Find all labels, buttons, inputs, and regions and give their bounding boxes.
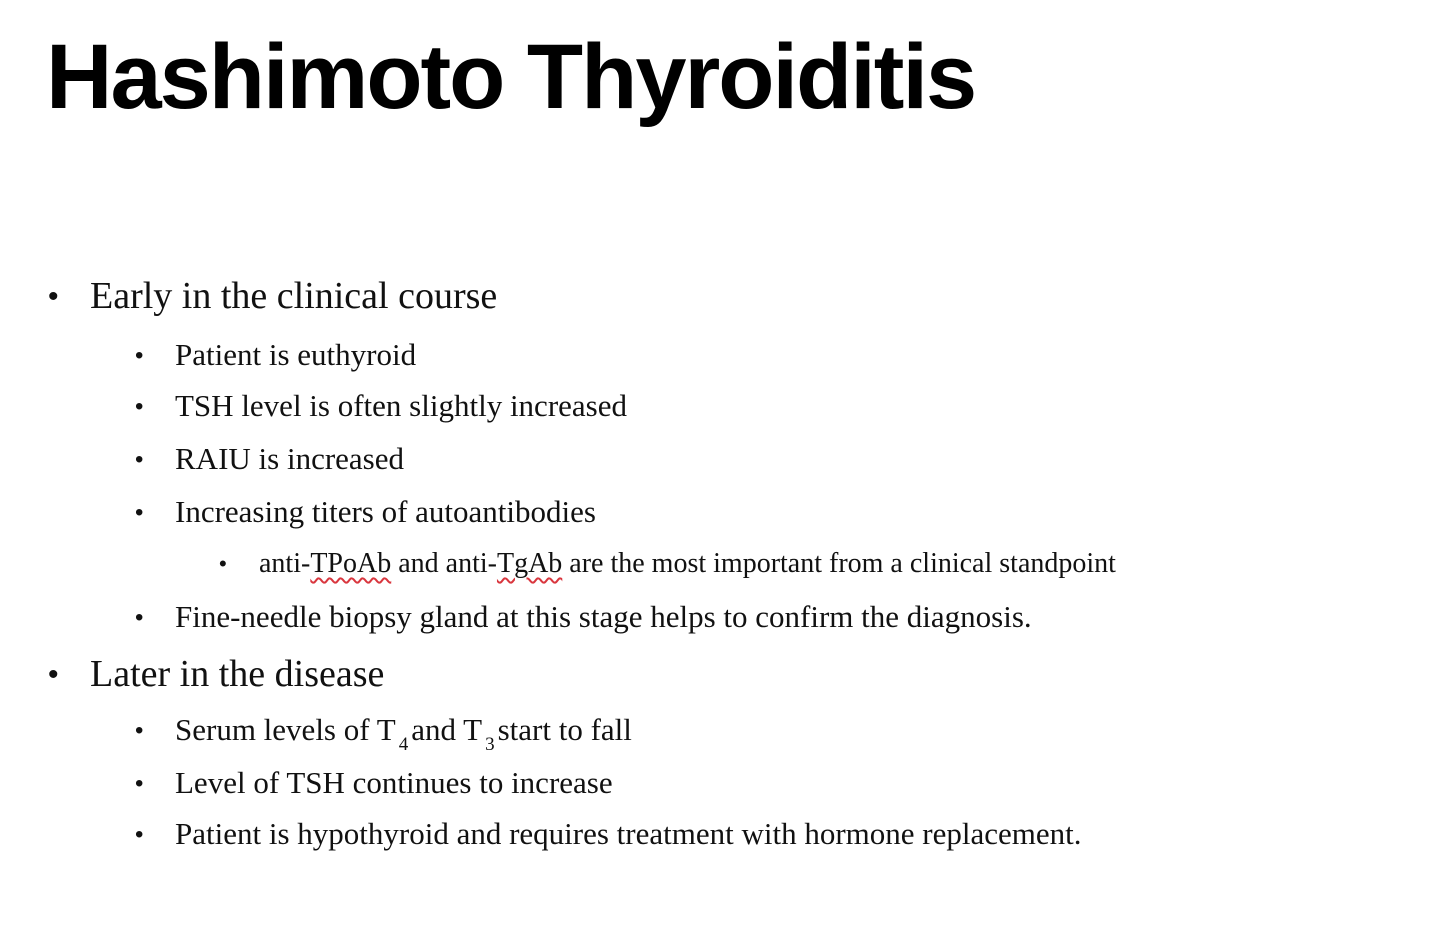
bullet-dot: • (135, 342, 144, 369)
bullet-hypothyroid (135, 814, 1082, 854)
serum-text-b: and T (411, 712, 483, 747)
bullet-tsh-increased (135, 386, 627, 426)
bullet-dot: • (48, 280, 59, 313)
bullet-dot: • (135, 717, 144, 744)
bullet-later-disease (48, 651, 385, 697)
bullet-dot: • (135, 393, 144, 420)
bullet-tsh-continues (135, 763, 613, 803)
bullet-dot: • (219, 551, 227, 576)
subscript-4: 4 (398, 734, 409, 755)
bullet-dot: • (135, 604, 144, 631)
point-text: RAIU is increased (175, 441, 404, 476)
subscript-3: 3 (485, 734, 495, 755)
slide-title: Hashimoto Thyroiditis (46, 26, 976, 128)
bullet-autoantibodies (135, 492, 596, 532)
serum-text-a: Serum levels of T (175, 712, 396, 747)
sub-bullet-antibodies (219, 546, 1116, 582)
bullet-dot: • (135, 446, 144, 473)
bullet-dot: • (48, 658, 59, 691)
bullet-fine-needle-biopsy (135, 597, 1032, 637)
section-heading: Later in the disease (90, 653, 385, 695)
point-text: Patient is hypothyroid and requires treatment with hormone replacement. (175, 816, 1082, 851)
point-text: Fine-needle biopsy gland at this stage helps to confirm the diagnosis. (175, 599, 1032, 634)
point-text: Increasing titers of autoantibodies (175, 494, 596, 529)
bullet-raiu-increased (135, 439, 404, 479)
bullet-dot: • (135, 499, 144, 526)
sub-point-prefix: anti- (259, 548, 311, 579)
spellcheck-term-tgab: TgAb (496, 548, 563, 579)
bullet-euthyroid (135, 335, 417, 375)
bullet-early-clinical-course (48, 273, 498, 319)
point-text: Patient is euthyroid (175, 337, 417, 372)
bullet-dot: • (135, 821, 144, 848)
sub-point-mid: and anti- (391, 548, 497, 579)
point-text: TSH level is often slightly increased (175, 388, 627, 423)
point-text: Level of TSH continues to increase (175, 765, 613, 800)
bullet-serum-levels (135, 710, 632, 755)
section-heading: Early in the clinical course (90, 275, 498, 317)
serum-text-c: start to fall (497, 712, 632, 747)
spellcheck-term-tpoab: TPoAb (310, 548, 392, 579)
sub-point-suffix: are the most important from a clinical standpoint (562, 548, 1116, 579)
bullet-dot: • (135, 770, 144, 797)
